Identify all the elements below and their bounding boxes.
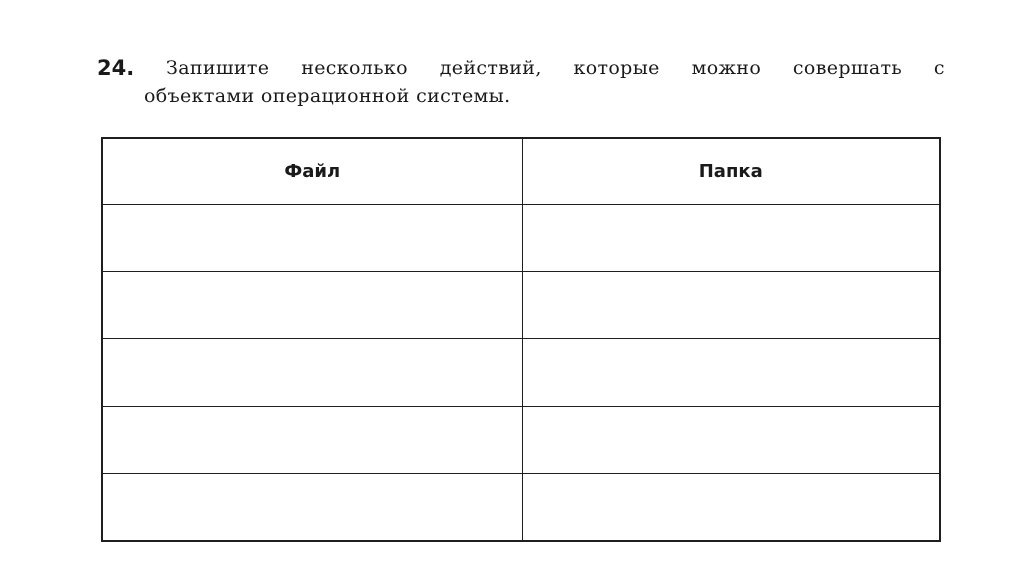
table-row [102, 272, 940, 339]
answer-cell-folder[interactable] [522, 406, 940, 473]
table-header-row [102, 138, 940, 205]
task-line-1 [97, 56, 945, 80]
task-word: которые [573, 57, 660, 79]
answer-cell-file[interactable] [102, 339, 522, 406]
column-header-file: Файл [102, 138, 522, 205]
task-word: совершать [792, 57, 903, 79]
answer-cell-folder[interactable] [522, 473, 940, 541]
task-word: с [933, 57, 945, 79]
task-word: можно [691, 57, 762, 79]
table-row [102, 406, 940, 473]
answer-cell-file[interactable] [102, 406, 522, 473]
task-line-2: объектами операционной системы. [144, 85, 511, 107]
answer-table [101, 137, 941, 542]
answer-cell-folder[interactable] [522, 205, 940, 272]
task-word: действий, [439, 57, 542, 79]
task-word: несколько [301, 57, 408, 79]
column-header-folder: Папка [522, 138, 940, 205]
table-row [102, 205, 940, 272]
answer-cell-file[interactable] [102, 473, 522, 541]
table-row [102, 473, 940, 541]
answer-cell-folder[interactable] [522, 272, 940, 339]
answer-cell-folder[interactable] [522, 339, 940, 406]
answer-cell-file[interactable] [102, 205, 522, 272]
table-row [102, 339, 940, 406]
task-word: Запишите [166, 57, 270, 79]
task-number: 24. [97, 56, 135, 80]
answer-cell-file[interactable] [102, 272, 522, 339]
